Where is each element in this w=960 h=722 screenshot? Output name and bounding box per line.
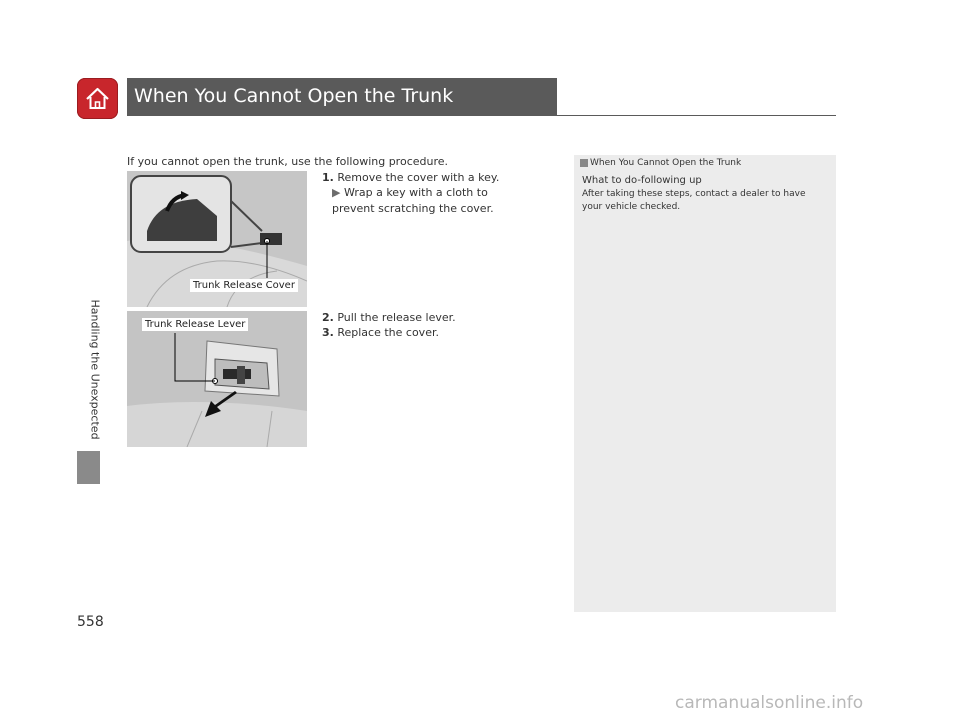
intro-text: If you cannot open the trunk, use the following procedure.: [127, 155, 449, 168]
chapter-tab[interactable]: [77, 451, 100, 484]
step-1-substep: [332, 185, 532, 217]
label-trunk-release-lever: Trunk Release Lever: [142, 318, 248, 331]
sidebar-body: After taking these steps, contact a dealer to have your vehicle checked.: [582, 189, 806, 212]
step-3-text: Replace the cover.: [337, 326, 439, 339]
title-bar: [127, 78, 557, 115]
step-1: [322, 171, 499, 184]
watermark: carmanualsonline.info: [675, 693, 864, 713]
sidebar-title: [580, 158, 741, 168]
step-3-number: 3.: [322, 326, 334, 339]
trunk-lever-illustration: [127, 311, 307, 447]
title-rule: [127, 115, 836, 116]
step-2: [322, 311, 456, 324]
step-1-substep-text: Wrap a key with a cloth to prevent scratching the cover.: [332, 186, 494, 215]
page-title: When You Cannot Open the Trunk: [134, 85, 454, 107]
note-marker-icon: [580, 159, 588, 167]
step-1-text: Remove the cover with a key.: [337, 171, 500, 184]
step-3: [322, 326, 439, 339]
step-2-text: Pull the release lever.: [337, 311, 456, 324]
sidebar-subtitle: What to do-following up: [582, 175, 702, 186]
step-1-number: 1.: [322, 171, 334, 184]
step-2-number: 2.: [322, 311, 334, 324]
sidebar-title-text: When You Cannot Open the Trunk: [590, 158, 742, 168]
figure-trunk-release-cover: [127, 171, 307, 307]
figure-trunk-release-lever: [127, 311, 307, 447]
chapter-label: [85, 299, 102, 450]
chapter-label-text: Handling the Unexpected: [88, 299, 102, 440]
page-number: 558: [77, 614, 104, 630]
arrow-icon: ▶: [332, 186, 341, 199]
sidebar-note: [574, 155, 836, 612]
home-icon[interactable]: [77, 78, 118, 119]
label-trunk-release-cover: Trunk Release Cover: [190, 279, 298, 292]
